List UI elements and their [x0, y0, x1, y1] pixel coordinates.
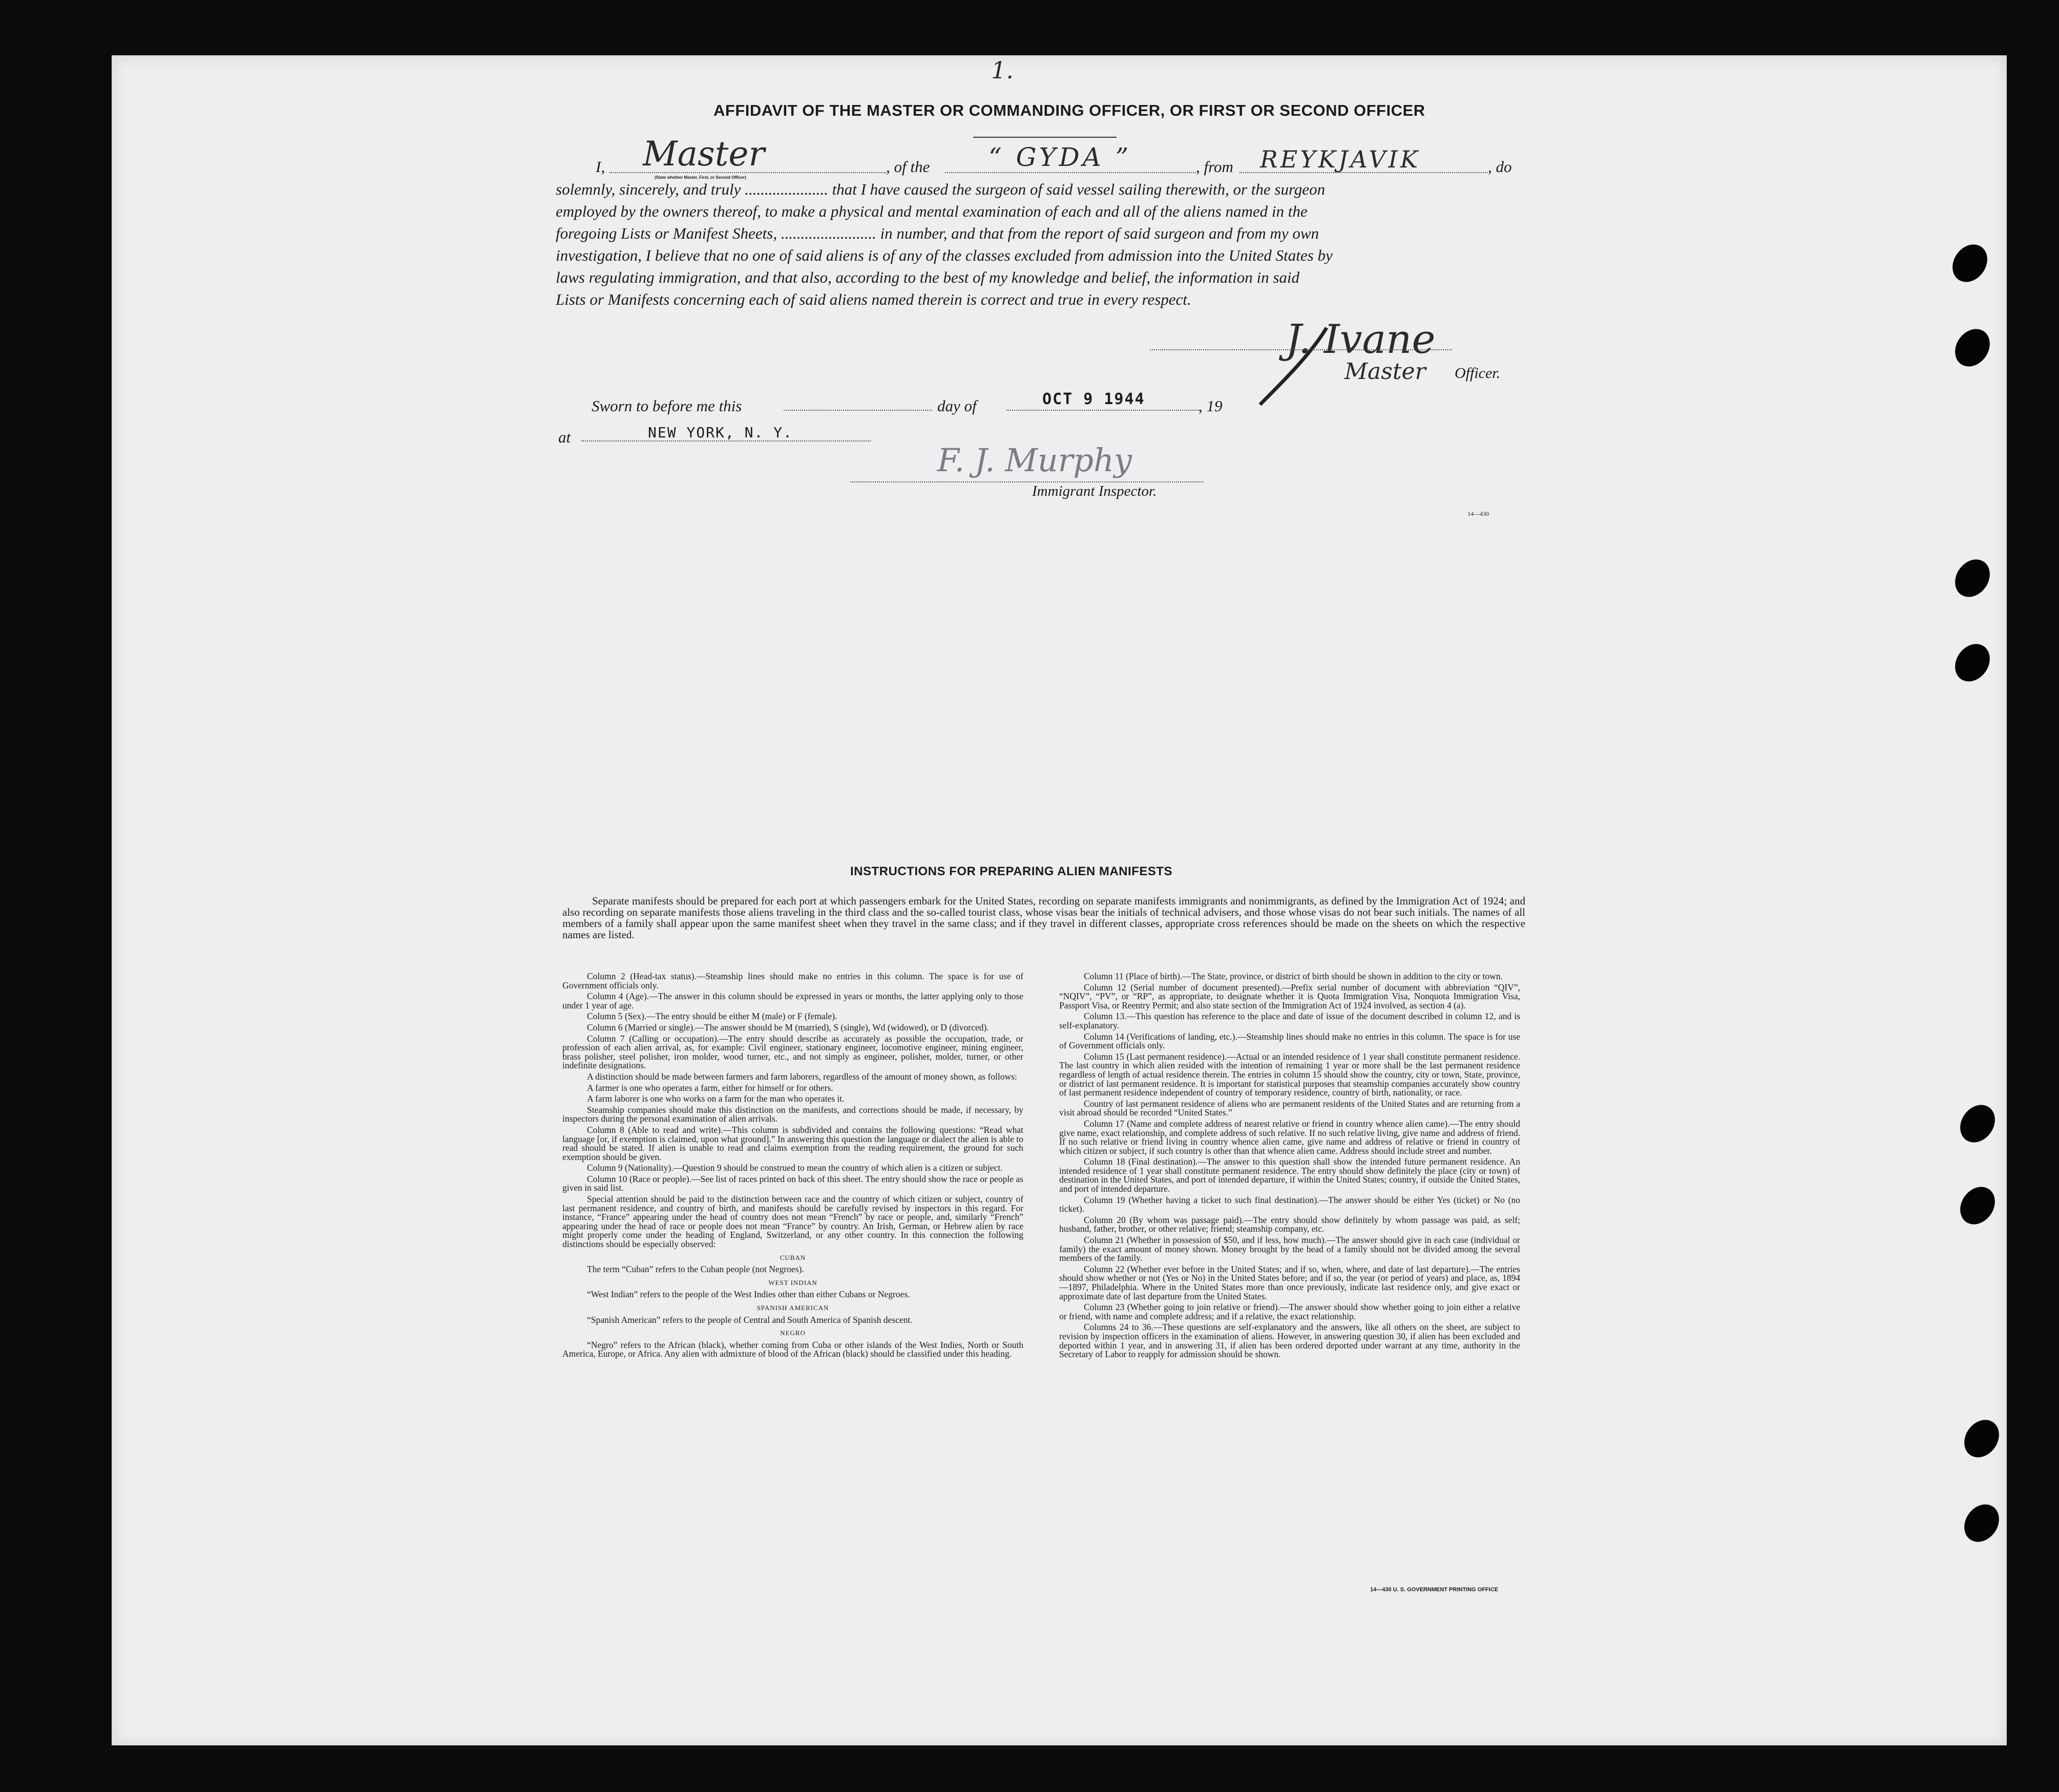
instruction-paragraph: Column 5 (Sex).—The entry should be either M (male) or F (female). — [587, 1011, 837, 1022]
page-number: 1. — [991, 56, 1014, 84]
instruction-paragraph: Column 9 (Nationality).—Question 9 should be construed to mean the country of which alien is a citizen or subject. — [587, 1163, 1003, 1173]
of-the-label: , of the — [886, 158, 930, 176]
instruction-paragraph: Column 23 (Whether going to join relative or friend).—The answer should show whether going to join either a relative or friend, with name and complete address; and if a relative, the exact relationship. — [1059, 1302, 1520, 1321]
instruction-paragraph: Column 13.—This question has reference to the place and date of issue of the document described in column 12, and is self-explanatory. — [1059, 1011, 1520, 1030]
inspector-label: Immigrant Inspector. — [1032, 483, 1157, 499]
instruction-paragraph: Column 8 (Able to read and write).—This column is subdivided and contains the following questions: “Read what language [or, if exemption is claimed, upon what ground].” In answering this question the language or dialect the alien is able to read should be stated. If alien is unable to read and claims exemption from the reading requirement, the ground for such exemption should be given. — [562, 1124, 1023, 1162]
officer-label: Officer. — [1455, 365, 1501, 382]
instruction-paragraph: A distinction should be made between farmers and farm laborers, regardless of the amount of money shown, as follows: — [587, 1071, 1017, 1082]
printing-office-footer: 14—430 U. S. GOVERNMENT PRINTING OFFICE — [1370, 1587, 1498, 1593]
signature-rank-handwritten: Master — [1344, 359, 1426, 385]
affidavit-line-3: foregoing Lists or Manifest Sheets, ........................ in number, and that from the report of said surgeon and from my own — [556, 224, 1319, 242]
i-label: I, — [596, 158, 605, 176]
at-label: at — [558, 428, 571, 446]
instruction-paragraph: Column 7 (Calling or occupation).—The entry should describe as accurately as possible the occupation, trade, or profession of each alien arrival, as, for example: Civil engineer, stationary engineer, locomotive engineer, mining engineer, brass polisher, steel polisher, iron molder, wood turner, etc., and not simply as engineer, polisher, molder, turner, or other indefinite designations. — [562, 1033, 1023, 1071]
date-stamp: OCT 9 1944 — [1042, 390, 1145, 408]
sworn-month-line — [1006, 410, 1201, 411]
instruction-paragraph: Special attention should be paid to the distinction between race and the country of which citizen or subject, country of last permanent residence, and country of birth, and manifests should be carefully revised by inspectors in this regard. For instance, “France” appearing under the head of country does not mean “French” by race or people, and, similarly “French” appearing under the head of race or people does not mean “France” by country. An Irish, German, or Hebrew alien by race might properly come under the heading of England, Switzerland, or any other country. In this connection the following distinctions should be especially observed: — [562, 1194, 1023, 1250]
do-label: , do — [1488, 158, 1512, 176]
place-stamp: NEW YORK, N. Y. — [648, 424, 793, 441]
instructions-title: INSTRUCTIONS FOR PREPARING ALIEN MANIFESTS — [850, 865, 1173, 878]
instruction-paragraph: Column 20 (By whom was passage paid).—The entry should show definitely by whom passage was paid, as self; husband, father, brother, or other relative; friend; steamship company, etc. — [1059, 1214, 1520, 1234]
instruction-subheading: NEGRO — [780, 1329, 806, 1337]
instruction-paragraph: Columns 24 to 36.—These questions are self-explanatory and the answers, like all others on the sheet, are subject to revision by inspection officers in the examination of aliens. However, in answering question 30, if alien has been excluded and deported within 1 year, and in answering 31, if alien has been ordered deported under warrant at any time, authority in the Secretary of Labor to reapply for admission should be shown. — [1059, 1322, 1520, 1360]
instruction-paragraph: Country of last permanent residence of aliens who are permanent residents of the United States and are returning from a visit abroad should be recorded “United States.” — [1059, 1098, 1520, 1118]
year-label: , 19 — [1199, 397, 1223, 415]
signature-line — [1150, 349, 1452, 350]
affidavit-line-5: laws regulating immigration, and that also, according to the best of my knowledge and belief, the information in said — [556, 268, 1300, 286]
instruction-paragraph: Column 10 (Race or people).—See list of races printed on back of this sheet. The entry should show the race or people as given in said list. — [562, 1173, 1023, 1193]
instruction-paragraph: “West Indian” refers to the people of the West Indies other than either Cubans or Negroes. — [587, 1289, 910, 1300]
instruction-paragraph: “Negro” refers to the African (black), whether coming from Cuba or other islands of the West Indies, North or South America, Europe, or Africa. Any alien with admixture of blood of the African (black) should be classified under this heading. — [562, 1339, 1023, 1359]
sworn-day-line — [784, 410, 932, 411]
instruction-paragraph: “Spanish American” refers to the people of Central and South America of Spanish descent. — [587, 1314, 913, 1325]
form-number: 14—430 — [1467, 510, 1489, 517]
instruction-subheading: CUBAN — [780, 1253, 806, 1261]
from-label: , from — [1196, 158, 1233, 176]
instruction-paragraph: Column 11 (Place of birth).—The State, province, or district of birth should be shown in addition to the city or town. — [1084, 971, 1503, 981]
instruction-paragraph: Column 17 (Name and complete address of nearest relative or friend in country whence alien came).—The entry should give name, exact relationship, and complete address of such relative. If no such relative living, give name and address of friend. If no such relative or friend living in country whence alien came, give name and address of relative or friend in country of which citizen or subject, if such country is other than that whence alien came. Address should include street and number. — [1059, 1118, 1520, 1156]
inspector-line — [850, 481, 1204, 482]
instruction-paragraph: Column 14 (Verifications of landing, etc.).—Steamship lines should make no entries in this column. The space is for use of Government officials only. — [1059, 1031, 1520, 1051]
signature-flourish — [1250, 323, 1332, 410]
affidavit-line-6: Lists or Manifests concerning each of said aliens named therein is correct and true in every respect. — [556, 290, 1191, 308]
rank-handwritten: Master — [643, 134, 765, 174]
instruction-paragraph: A farm laborer is one who works on a farm for the man who operates it. — [587, 1093, 845, 1104]
instruction-paragraph: Column 6 (Married or single).—The answer should be M (married), S (single), Wd (widowed), or D (divorced). — [587, 1022, 989, 1032]
master-signature: J. Ivane — [1286, 317, 1436, 363]
instruction-paragraph: Column 22 (Whether ever before in the United States; and if so, when, where, and date of last departure).—The entries should show whether or not (Yes or No) in the United States before; and if so, the year (or period of years) and place, as, 1894—1897, Philadelphia. Where in the United States more than once previously, indicate last residence only, and give exact or approximate date of last departure from the United States. — [1059, 1263, 1520, 1301]
instruction-paragraph: Column 18 (Final destination).—The answer to this question shall show the intended future permanent residence. An intended residence of 1 year shall constitute permanent residence. The entry should show definitely the place (city or town) of destination in the United States, and port of intended departure, if within the United States; country, if outside the United States, and port of intended departure. — [1059, 1156, 1520, 1194]
affidavit-line-2: employed by the owners thereof, to make a physical and mental examination of each and all of the aliens named in the — [556, 202, 1308, 220]
affidavit-line-4: investigation, I believe that no one of said aliens is of any of the classes excluded from admission into the United States by — [556, 246, 1333, 264]
inspector-signature: F. J. Murphy — [937, 441, 1132, 479]
instructions-intro: Separate manifests should be prepared for each port at which passengers embark for the United States, recording on separate manifests immigrants and nonimmigrants, as defined by the Immigration Act of 1924; and also recording on separate manifests those aliens traveling in the third class and the so-called tourist class, whose visas bear the initials of technical advisers, and those whose visas do not bear such initials. The names of all members of a family shall appear upon the same manifest sheet when they travel in the same class; and if they travel in different classes, appropriate cross references should be made on the sheets on which the respective names are listed. — [562, 895, 1525, 941]
instruction-paragraph: Column 4 (Age).—The answer in this column should be expressed in years or months, the latter applying only to those under 1 year of age. — [562, 991, 1023, 1010]
affidavit-line-1: solemnly, sincerely, and truly ..................... that I have caused the surgeon of said vessel sailing therewith, or the surgeon — [556, 180, 1326, 198]
instruction-paragraph: The term “Cuban” refers to the Cuban people (not Negroes). — [587, 1264, 804, 1275]
affidavit-title: AFFIDAVIT OF THE MASTER OR COMMANDING OFFICER, OR FIRST OR SECOND OFFICER — [713, 101, 1425, 119]
vessel-line — [945, 172, 1196, 173]
instruction-paragraph: Column 21 (Whether in possession of $50, and if less, how much).—The answer should give in each case (individual or family) the exact amount of money shown. Money brought by the head of a family should not be divided among the several members of the family. — [1059, 1235, 1520, 1263]
rank-note: (State whether Master, First, or Second Officer) — [655, 175, 746, 180]
instruction-paragraph: Column 15 (Last permanent residence).—Actual or an intended residence of 1 year shall constitute permanent residence. The last country in which alien resided with the intention of remaining 1 year or more shall be the last permanent residence regardless of length of actual residence therein. The entries in column 15 should show the country, city or town, State, province, or district of last permanent residence. It is important for statistical purposes that steamship companies accurately show country of last permanent residence independent of country of temporary residence, country of birth, nationality, or race. — [1059, 1051, 1520, 1098]
day-of-label: day of — [937, 397, 977, 415]
instruction-paragraph: Column 2 (Head-tax status).—Steamship lines should make no entries in this column. The space is for use of Government officials only. — [562, 971, 1023, 990]
instructions-right-column — [1059, 972, 1520, 1361]
instruction-paragraph: Column 12 (Serial number of document presented).—Prefix serial number of document with abbreviation “QIV”, “NQIV”, “PV”, or “RP”, as appropriate, to designate whether it is Quota Immigration Visa, Nonquota Immigration Visa, Passport Visa, or Reentry Permit; and also state section of the Immigration Act of 1924 involved, as section 4 (a). — [1059, 982, 1520, 1010]
instruction-paragraph: Column 19 (Whether having a ticket to such final destination).—The answer should be either Yes (ticket) or No (no ticket). — [1059, 1194, 1520, 1214]
instruction-subheading: WEST INDIAN — [768, 1278, 817, 1287]
sworn-label: Sworn to before me this — [592, 397, 742, 415]
instructions-left-column — [562, 972, 1023, 1361]
vessel-handwritten: “ GYDA ” — [989, 142, 1132, 172]
instruction-paragraph: A farmer is one who operates a farm, either for himself or for others. — [587, 1082, 833, 1093]
title-underline — [973, 137, 1117, 138]
port-handwritten: REYKJAVIK — [1260, 145, 1421, 173]
instruction-subheading: SPANISH AMERICAN — [757, 1304, 829, 1312]
instruction-paragraph: Steamship companies should make this distinction on the manifests, and corrections should be made, if necessary, by inspectors during the personal examination of alien arrivals. — [562, 1104, 1023, 1124]
